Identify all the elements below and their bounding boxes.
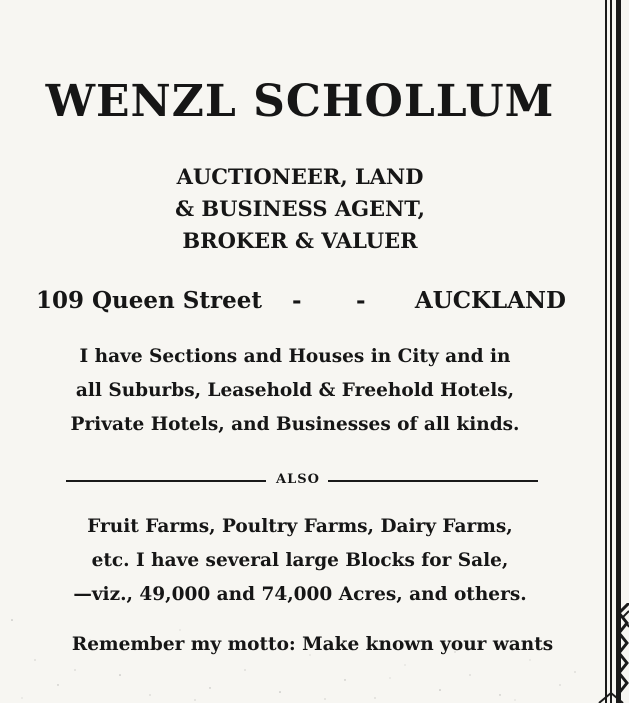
address-separator: - bbox=[292, 287, 302, 314]
city-name: AUCKLAND bbox=[414, 287, 566, 314]
role-line: BROKER & VALUER bbox=[182, 228, 418, 253]
street-address: 109 Queen Street bbox=[36, 287, 263, 314]
paragraph-line: all Suburbs, Leasehold & Freehold Hotels, bbox=[75, 380, 515, 401]
paragraph-line: —viz., 49,000 and 74,000 Acres, and others. bbox=[73, 584, 527, 605]
divider-label: ALSO bbox=[276, 472, 320, 487]
offerings-paragraph bbox=[30, 340, 560, 442]
address-line bbox=[36, 283, 566, 319]
divider-rule-right bbox=[328, 480, 538, 482]
paragraph-line: Fruit Farms, Poultry Farms, Dairy Farms, bbox=[87, 516, 513, 537]
paragraph-line: etc. I have several large Blocks for Sale, bbox=[91, 550, 509, 571]
paragraph-line: I have Sections and Houses in City and in bbox=[79, 346, 511, 367]
border-line-inner bbox=[616, 0, 621, 703]
farms-paragraph bbox=[30, 510, 570, 612]
motto-line: Remember my motto: Make known your wants bbox=[71, 634, 554, 655]
border-line-middle bbox=[610, 0, 612, 703]
divider-rule-left bbox=[66, 480, 266, 482]
border-line-outer bbox=[605, 0, 607, 703]
advertiser-roles bbox=[90, 161, 510, 257]
also-divider bbox=[66, 469, 538, 491]
page-border-right bbox=[599, 0, 629, 703]
address-separator: - bbox=[356, 287, 366, 314]
paragraph-line: Private Hotels, and Businesses of all kinds. bbox=[70, 414, 520, 435]
role-line: AUCTIONEER, LAND bbox=[176, 164, 424, 189]
advertiser-name: WENZL SCHOLLUM bbox=[45, 76, 555, 127]
role-line: & BUSINESS AGENT, bbox=[175, 196, 425, 221]
